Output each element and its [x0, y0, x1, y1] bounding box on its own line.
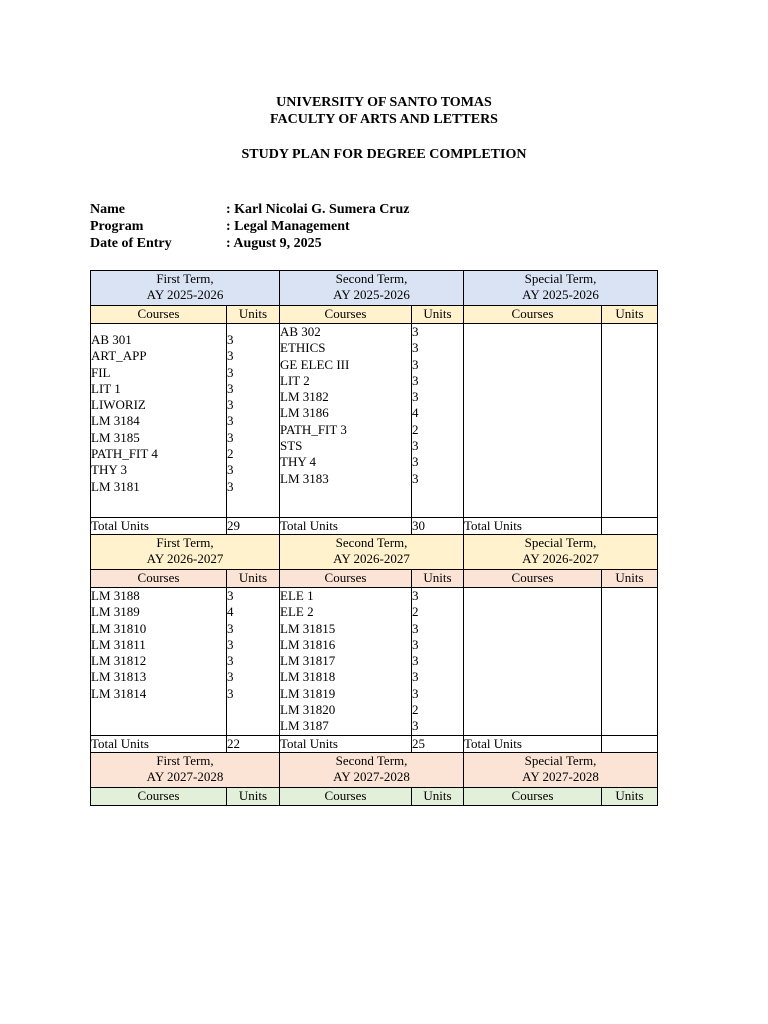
year3-column-header-row	[91, 787, 658, 805]
unit-value: 3	[412, 454, 419, 470]
year1-second-term-units	[412, 324, 464, 518]
year1-total-row	[91, 518, 658, 535]
unit-value: 4	[412, 405, 419, 421]
courses-header: Courses	[280, 787, 412, 805]
course-item: LM 3185	[91, 429, 140, 445]
year2-first-term-courses	[91, 588, 227, 736]
unit-value: 2	[412, 702, 419, 718]
courses-header: Courses	[280, 570, 412, 588]
course-item: THY 4	[280, 454, 316, 470]
units-header: Units	[412, 570, 464, 588]
unit-value: 3	[412, 340, 419, 356]
year2-special-term-courses	[464, 588, 602, 736]
unit-value: 3	[412, 718, 419, 734]
entry-date-value: : August 9, 2025	[226, 236, 322, 251]
course-item: AB 301	[91, 332, 132, 347]
year1-term-header-row	[91, 271, 658, 306]
course-item: LM 31819	[280, 685, 336, 701]
unit-value: 3	[227, 397, 234, 413]
unit-value: 3	[412, 389, 419, 405]
course-item: THY 3	[91, 462, 127, 478]
course-item: LM 31815	[280, 620, 336, 636]
course-item: LM 31818	[280, 669, 336, 685]
study-plan-table	[90, 270, 658, 806]
course-item: ETHICS	[280, 340, 326, 356]
course-item: LM 3188	[91, 588, 140, 603]
unit-value: 3	[412, 653, 419, 669]
course-item: LM 3184	[91, 413, 140, 429]
course-item: ELE 1	[280, 588, 314, 603]
units-header: Units	[227, 306, 280, 324]
unit-value: 3	[412, 588, 419, 603]
unit-value: 2	[412, 604, 419, 620]
course-item: ELE 2	[280, 604, 314, 620]
unit-value: 3	[227, 669, 234, 685]
year2-column-header-row	[91, 570, 658, 588]
name-value: : Karl Nicolai G. Sumera Cruz	[226, 202, 410, 217]
year2-first-term-title: First Term, AY 2026-2027	[91, 535, 280, 570]
unit-value: 3	[227, 413, 234, 429]
year1-first-term-title: First Term, AY 2025-2026	[91, 271, 280, 306]
year1-second-term-courses	[280, 324, 412, 518]
course-item: LIWORIZ	[91, 397, 146, 413]
year2-total-row	[91, 735, 658, 752]
unit-value: 3	[412, 438, 419, 454]
courses-header: Courses	[464, 570, 602, 588]
course-item: LM 31817	[280, 653, 336, 669]
year2-special-term-units	[602, 588, 658, 736]
unit-value: 3	[227, 620, 234, 636]
units-header: Units	[412, 787, 464, 805]
unit-value: 3	[227, 462, 234, 478]
total-units-label: Total Units	[464, 518, 602, 535]
year1-column-header-row	[91, 306, 658, 324]
year1-second-term-title: Second Term, AY 2025-2026	[280, 271, 464, 306]
year2-second-term-total: 25	[412, 735, 464, 752]
year3-term-header-row	[91, 752, 658, 787]
course-item: STS	[280, 438, 303, 454]
unit-value: 3	[227, 364, 234, 380]
document-title: STUDY PLAN FOR DEGREE COMPLETION	[241, 147, 527, 162]
unit-value: 2	[412, 421, 419, 437]
course-item: LM 31811	[91, 636, 146, 652]
total-units-label: Total Units	[280, 518, 412, 535]
unit-value: 3	[412, 470, 419, 486]
units-header: Units	[227, 570, 280, 588]
year1-special-term-total	[602, 518, 658, 535]
year2-first-term-total: 22	[227, 735, 280, 752]
courses-header: Courses	[91, 787, 227, 805]
program-row	[90, 218, 350, 235]
year2-second-term-units	[412, 588, 464, 736]
name-label: Name	[90, 202, 125, 217]
units-header: Units	[602, 306, 658, 324]
unit-value: 3	[412, 372, 419, 388]
year1-special-term-courses	[464, 324, 602, 518]
year1-first-term-units	[227, 324, 280, 518]
course-item: ART_APP	[91, 348, 147, 364]
course-item: LM 3186	[280, 405, 329, 421]
course-item: LM 3183	[280, 470, 329, 486]
unit-value: 3	[227, 332, 234, 347]
course-item: LM 31812	[91, 653, 147, 669]
year2-second-term-courses	[280, 588, 412, 736]
unit-value: 3	[412, 685, 419, 701]
unit-value: 3	[227, 478, 234, 494]
unit-value: 3	[227, 429, 234, 445]
total-units-label: Total Units	[280, 735, 412, 752]
courses-header: Courses	[91, 306, 227, 324]
unit-value: 3	[412, 669, 419, 685]
course-item: PATH_FIT 4	[91, 446, 158, 462]
courses-header: Courses	[91, 570, 227, 588]
courses-header: Courses	[464, 306, 602, 324]
course-item: LM 31816	[280, 636, 336, 652]
year2-second-term-title: Second Term, AY 2026-2027	[280, 535, 464, 570]
course-item: LM 31813	[91, 669, 147, 685]
program-label: Program	[90, 219, 144, 234]
course-item: LM 31814	[91, 685, 147, 701]
course-item: LIT 1	[91, 380, 121, 396]
year1-special-term-units	[602, 324, 658, 518]
year1-second-term-total: 30	[412, 518, 464, 535]
unit-value: 3	[227, 588, 234, 603]
faculty-name: FACULTY OF ARTS AND LETTERS	[270, 112, 498, 127]
course-item: LIT 2	[280, 372, 310, 388]
course-item: LM 3181	[91, 478, 140, 494]
year2-term-header-row	[91, 535, 658, 570]
unit-value: 3	[227, 653, 234, 669]
year1-first-term-total: 29	[227, 518, 280, 535]
year1-first-term-courses	[91, 324, 227, 518]
unit-value: 3	[412, 356, 419, 372]
course-item: LM 3182	[280, 389, 329, 405]
year1-courses-row	[91, 324, 658, 518]
year2-first-term-units	[227, 588, 280, 736]
course-item: LM 3187	[280, 718, 329, 734]
course-item: PATH_FIT 3	[280, 421, 347, 437]
units-header: Units	[602, 787, 658, 805]
entry-date-row	[90, 235, 322, 252]
total-units-label: Total Units	[464, 735, 602, 752]
unit-value: 3	[412, 324, 419, 339]
units-header: Units	[602, 570, 658, 588]
unit-value: 3	[227, 348, 234, 364]
unit-value: 3	[227, 685, 234, 701]
units-header: Units	[227, 787, 280, 805]
course-item: LM 3189	[91, 604, 140, 620]
university-name: UNIVERSITY OF SANTO TOMAS	[276, 95, 492, 110]
total-units-label: Total Units	[91, 518, 227, 535]
course-item: GE ELEC III	[280, 356, 350, 372]
unit-value: 4	[227, 604, 234, 620]
year2-courses-row	[91, 588, 658, 736]
year2-special-term-total	[602, 735, 658, 752]
unit-value: 3	[412, 636, 419, 652]
total-units-label: Total Units	[91, 735, 227, 752]
program-value: : Legal Management	[226, 219, 350, 234]
year3-special-term-title: Special Term, AY 2027-2028	[464, 752, 658, 787]
course-item: AB 302	[280, 324, 321, 339]
unit-value: 3	[227, 380, 234, 396]
year2-special-term-title: Special Term, AY 2026-2027	[464, 535, 658, 570]
courses-header: Courses	[280, 306, 412, 324]
unit-value: 3	[412, 620, 419, 636]
year3-first-term-title: First Term, AY 2027-2028	[91, 752, 280, 787]
year3-second-term-title: Second Term, AY 2027-2028	[280, 752, 464, 787]
course-item: LM 31820	[280, 702, 336, 718]
unit-value: 2	[227, 446, 234, 462]
unit-value: 3	[227, 636, 234, 652]
course-item: FIL	[91, 364, 111, 380]
year1-special-term-title: Special Term, AY 2025-2026	[464, 271, 658, 306]
units-header: Units	[412, 306, 464, 324]
entry-date-label: Date of Entry	[90, 236, 172, 251]
course-item: LM 31810	[91, 620, 147, 636]
student-name-row	[90, 201, 410, 218]
courses-header: Courses	[464, 787, 602, 805]
